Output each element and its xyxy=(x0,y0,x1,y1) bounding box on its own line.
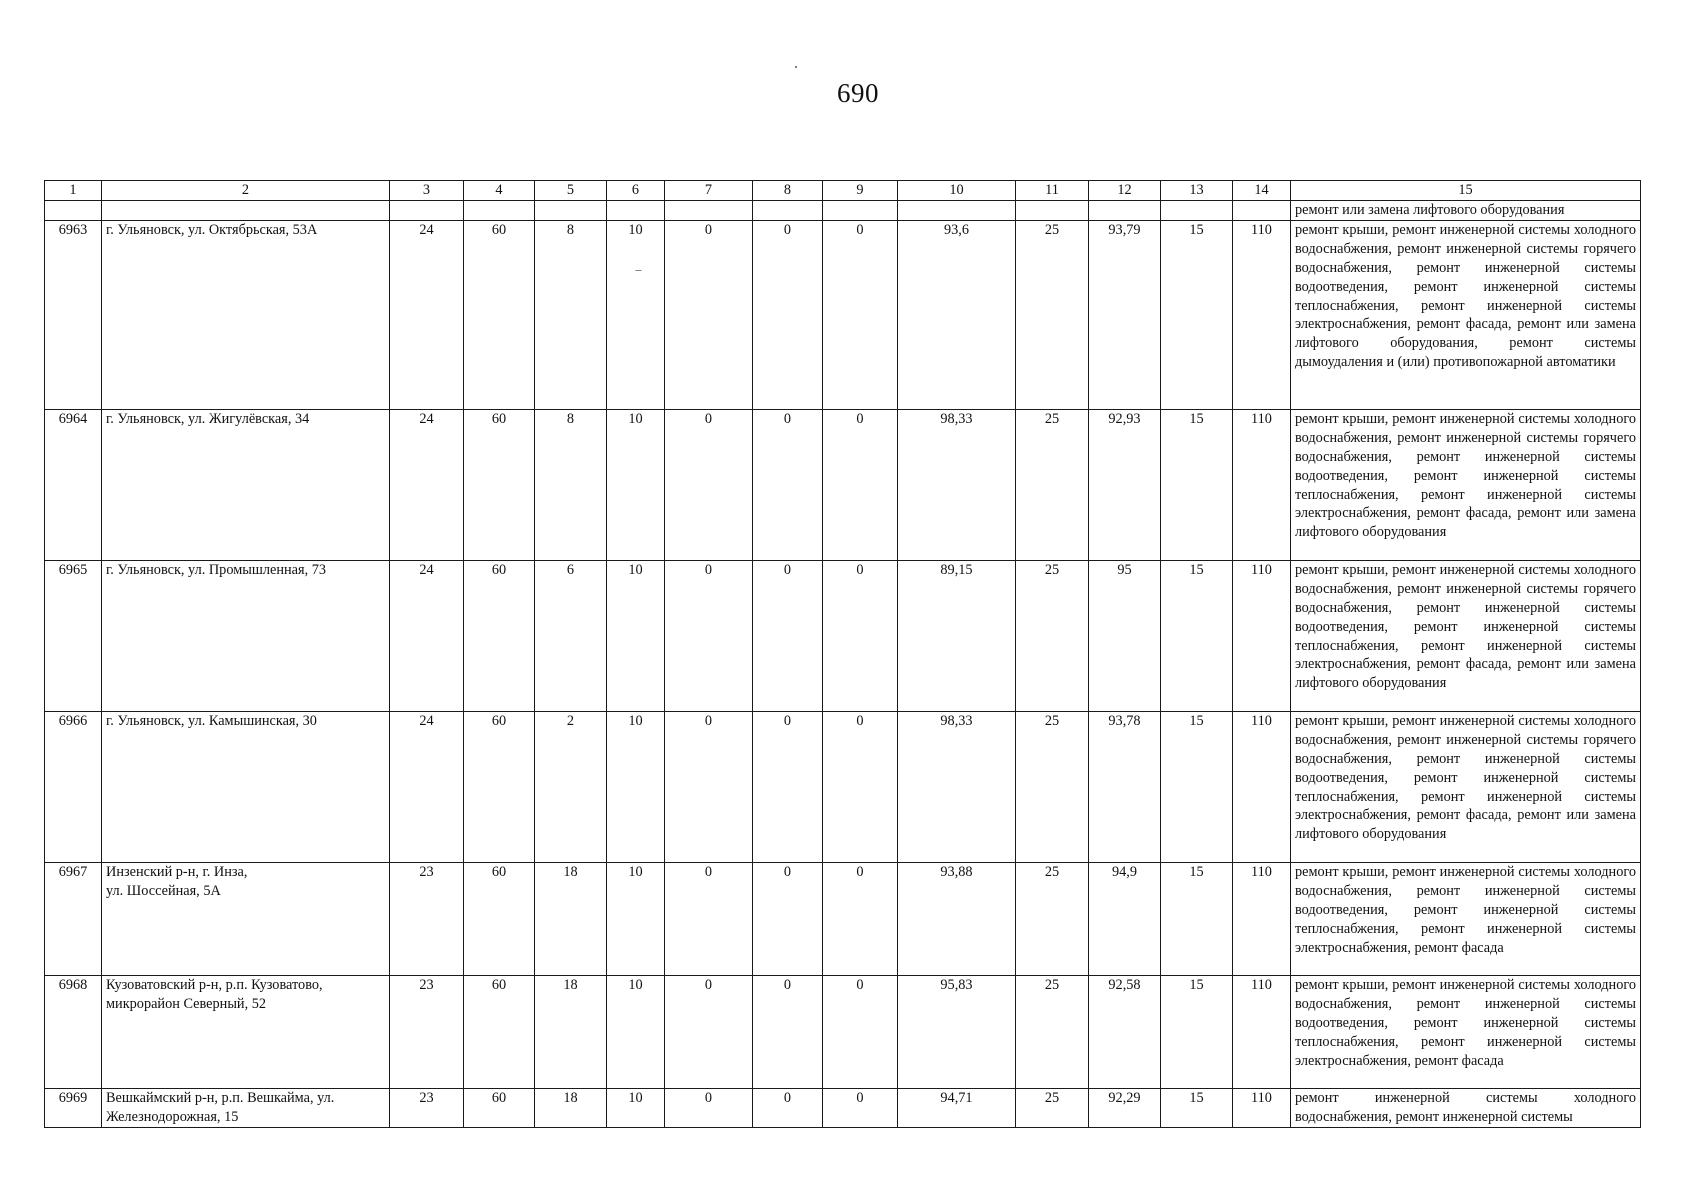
cell-col6: 10 xyxy=(607,975,665,1088)
cell-col4: 60 xyxy=(464,1088,535,1127)
cell-col14: 110 xyxy=(1233,1088,1291,1127)
address-line: Инзенский р-н, г. Инза, xyxy=(106,863,248,880)
table-row xyxy=(45,975,1641,1088)
cell-col5: 8 xyxy=(535,409,607,560)
cell-col12: 95 xyxy=(1089,560,1161,711)
cell-col14: 110 xyxy=(1233,560,1291,711)
col-number-12: 12 xyxy=(1089,181,1161,201)
cell-col6: 10 xyxy=(607,1088,665,1127)
cell-col10: 94,71 xyxy=(898,1088,1016,1127)
cell-col5: 8 xyxy=(535,220,607,409)
col-number-1: 1 xyxy=(45,181,102,201)
cell-col7: 0 xyxy=(665,409,753,560)
cell-col8: 0 xyxy=(753,862,823,975)
address: г. Ульяновск, ул. Камышинская, 30 xyxy=(102,711,390,862)
cell-col9: 0 xyxy=(823,862,898,975)
works-list: ремонт крыши, ремонт инженерной системы холодного водоснабжения, ремонт инженерной системы горячего водоснабжения, ремонт инженерной системы водоотведения, ремонт инженерной системы теплоснабжения, ремонт инженерной системы электроснабжения, ремонт фасада, ремонт или замена лифтового оборудования xyxy=(1291,409,1641,560)
table-row xyxy=(45,711,1641,862)
address: Вешкаймский р-н, р.п. Вешкайма, ул. Железнодорожная, 15 xyxy=(102,1088,390,1127)
address: г. Ульяновск, ул. Промышленная, 73 xyxy=(102,560,390,711)
cell-col3: 23 xyxy=(390,1088,464,1127)
cell-col14: 110 xyxy=(1233,975,1291,1088)
cell-col4: 60 xyxy=(464,409,535,560)
cell-col14: 110 xyxy=(1233,409,1291,560)
table-row xyxy=(45,409,1641,560)
cell-col9: 0 xyxy=(823,409,898,560)
cell-col3: 24 xyxy=(390,711,464,862)
cell-col5: 18 xyxy=(535,862,607,975)
col-number-10: 10 xyxy=(898,181,1016,201)
cell-col11: 25 xyxy=(1016,862,1089,975)
cell-col12: 93,78 xyxy=(1089,711,1161,862)
empty-cell xyxy=(535,201,607,221)
cell-col14: 110 xyxy=(1233,862,1291,975)
cell-col4: 60 xyxy=(464,975,535,1088)
cell-col13: 15 xyxy=(1161,862,1233,975)
cell-col10: 98,33 xyxy=(898,409,1016,560)
empty-cell xyxy=(464,201,535,221)
row-number: 6965 xyxy=(45,560,102,711)
cell-col11: 25 xyxy=(1016,409,1089,560)
cell-col8: 0 xyxy=(753,220,823,409)
col-number-4: 4 xyxy=(464,181,535,201)
cell-col8: 0 xyxy=(753,975,823,1088)
empty-cell xyxy=(898,201,1016,221)
cell-col6: 10 xyxy=(607,409,665,560)
works-list: ремонт крыши, ремонт инженерной системы холодного водоснабжения, ремонт инженерной системы горячего водоснабжения, ремонт инженерной системы водоотведения, ремонт инженерной системы теплоснабжения, ремонт инженерной системы электроснабжения, ремонт фасада, ремонт или замена лифтового оборудования, ремонт системы дымоудаления и (или) противопожарной автоматики xyxy=(1291,220,1641,409)
cell-col4: 60 xyxy=(464,711,535,862)
cell-col8: 0 xyxy=(753,560,823,711)
cell-col12: 92,93 xyxy=(1089,409,1161,560)
empty-cell xyxy=(665,201,753,221)
col-number-15: 15 xyxy=(1291,181,1641,201)
cell-col6-value: 10 xyxy=(628,221,643,238)
cell-col12: 92,58 xyxy=(1089,975,1161,1088)
cell-col9: 0 xyxy=(823,975,898,1088)
cell-col13: 15 xyxy=(1161,711,1233,862)
empty-cell xyxy=(753,201,823,221)
address: г. Ульяновск, ул. Жигулёвская, 34 xyxy=(102,409,390,560)
cell-col7: 0 xyxy=(665,862,753,975)
table-row xyxy=(45,560,1641,711)
cell-col7: 0 xyxy=(665,711,753,862)
col-number-8: 8 xyxy=(753,181,823,201)
col-number-14: 14 xyxy=(1233,181,1291,201)
cell-col10: 89,15 xyxy=(898,560,1016,711)
works-list: ремонт крыши, ремонт инженерной системы холодного водоснабжения, ремонт инженерной системы горячего водоснабжения, ремонт инженерной системы водоотведения, ремонт инженерной системы теплоснабжения, ремонт инженерной системы электроснабжения, ремонт фасада, ремонт или замена лифтового оборудования xyxy=(1291,560,1641,711)
cell-col5: 18 xyxy=(535,975,607,1088)
cell-col13: 15 xyxy=(1161,560,1233,711)
works-list: ремонт крыши, ремонт инженерной системы холодного водоснабжения, ремонт инженерной системы водоотведения, ремонт инженерной системы теплоснабжения, ремонт инженерной системы электроснабжения, ремонт фасада xyxy=(1291,862,1641,975)
empty-cell xyxy=(1089,201,1161,221)
cell-col3: 24 xyxy=(390,560,464,711)
cell-col14: 110 xyxy=(1233,711,1291,862)
cell-col8: 0 xyxy=(753,409,823,560)
cell-col5: 2 xyxy=(535,711,607,862)
page-number: 690 xyxy=(837,78,879,108)
cell-col6: 10 xyxy=(607,711,665,862)
table-row xyxy=(45,220,1641,409)
works-list: ремонт крыши, ремонт инженерной системы холодного водоснабжения, ремонт инженерной системы горячего водоснабжения, ремонт инженерной системы водоотведения, ремонт инженерной системы теплоснабжения, ремонт инженерной системы электроснабжения, ремонт фасада, ремонт или замена лифтового оборудования xyxy=(1291,711,1641,862)
col-number-13: 13 xyxy=(1161,181,1233,201)
table-row xyxy=(45,862,1641,975)
cell-col5: 6 xyxy=(535,560,607,711)
register-table xyxy=(44,180,1641,1128)
cell-col6: 10 xyxy=(607,862,665,975)
cell-col9: 0 xyxy=(823,560,898,711)
cell-col8: 0 xyxy=(753,1088,823,1127)
cell-col10: 93,6 xyxy=(898,220,1016,409)
empty-cell xyxy=(1233,201,1291,221)
address: Кузоватовский р-н, р.п. Кузоватово, микрорайон Северный, 52 xyxy=(102,975,390,1088)
cell-col14: 110 xyxy=(1233,220,1291,409)
col-number-7: 7 xyxy=(665,181,753,201)
empty-cell xyxy=(102,201,390,221)
stray-mark: – xyxy=(635,261,642,276)
cell-col4: 60 xyxy=(464,220,535,409)
cell-col4: 60 xyxy=(464,862,535,975)
cell-col9: 0 xyxy=(823,1088,898,1127)
cell-col3: 24 xyxy=(390,409,464,560)
cell-col4: 60 xyxy=(464,560,535,711)
cell-col12: 92,29 xyxy=(1089,1088,1161,1127)
empty-cell xyxy=(607,201,665,221)
cell-col3: 24 xyxy=(390,220,464,409)
address xyxy=(102,862,390,975)
col-number-3: 3 xyxy=(390,181,464,201)
empty-cell xyxy=(1016,201,1089,221)
cell-col11: 25 xyxy=(1016,560,1089,711)
row-number: 6966 xyxy=(45,711,102,862)
col-number-11: 11 xyxy=(1016,181,1089,201)
address: г. Ульяновск, ул. Октябрьская, 53А xyxy=(102,220,390,409)
works-list: ремонт крыши, ремонт инженерной системы холодного водоснабжения, ремонт инженерной системы водоотведения, ремонт инженерной системы теплоснабжения, ремонт инженерной системы электроснабжения, ремонт фасада xyxy=(1291,975,1641,1088)
table-row xyxy=(45,1088,1641,1127)
cell-col9: 0 xyxy=(823,711,898,862)
empty-cell xyxy=(1161,201,1233,221)
cell-col13: 15 xyxy=(1161,409,1233,560)
cell-col3: 23 xyxy=(390,975,464,1088)
cell-col13: 15 xyxy=(1161,220,1233,409)
cell-col5: 18 xyxy=(535,1088,607,1127)
empty-cell xyxy=(45,201,102,221)
continuation-row xyxy=(45,201,1641,221)
cell-col10: 95,83 xyxy=(898,975,1016,1088)
cell-col13: 15 xyxy=(1161,1088,1233,1127)
col-number-2: 2 xyxy=(102,181,390,201)
cell-col11: 25 xyxy=(1016,1088,1089,1127)
cell-col11: 25 xyxy=(1016,975,1089,1088)
cell-col13: 15 xyxy=(1161,975,1233,1088)
scan-dot xyxy=(795,66,797,68)
cell-col11: 25 xyxy=(1016,711,1089,862)
cell-col6: 10 xyxy=(607,560,665,711)
row-number: 6964 xyxy=(45,409,102,560)
row-number: 6963 xyxy=(45,220,102,409)
cell-col7: 0 xyxy=(665,560,753,711)
cell-col12: 93,79 xyxy=(1089,220,1161,409)
cell-col9: 0 xyxy=(823,220,898,409)
cell-col8: 0 xyxy=(753,711,823,862)
cell-col7: 0 xyxy=(665,1088,753,1127)
cell-col11: 25 xyxy=(1016,220,1089,409)
works-list: ремонт инженерной системы холодного водоснабжения, ремонт инженерной системы xyxy=(1291,1088,1641,1127)
row-number: 6967 xyxy=(45,862,102,975)
cell-col7: 0 xyxy=(665,975,753,1088)
column-number-row xyxy=(45,181,1641,201)
row-number: 6968 xyxy=(45,975,102,1088)
cell-col7: 0 xyxy=(665,220,753,409)
cell-col3: 23 xyxy=(390,862,464,975)
cell-col10: 93,88 xyxy=(898,862,1016,975)
empty-cell xyxy=(390,201,464,221)
empty-cell xyxy=(823,201,898,221)
address-line: ул. Шоссейная, 5А xyxy=(106,882,221,899)
col-number-9: 9 xyxy=(823,181,898,201)
col-number-6: 6 xyxy=(607,181,665,201)
works-continuation: ремонт или замена лифтового оборудования xyxy=(1291,201,1641,221)
col-number-5: 5 xyxy=(535,181,607,201)
cell-col12: 94,9 xyxy=(1089,862,1161,975)
cell-col10: 98,33 xyxy=(898,711,1016,862)
row-number: 6969 xyxy=(45,1088,102,1127)
cell-col6 xyxy=(607,220,665,409)
